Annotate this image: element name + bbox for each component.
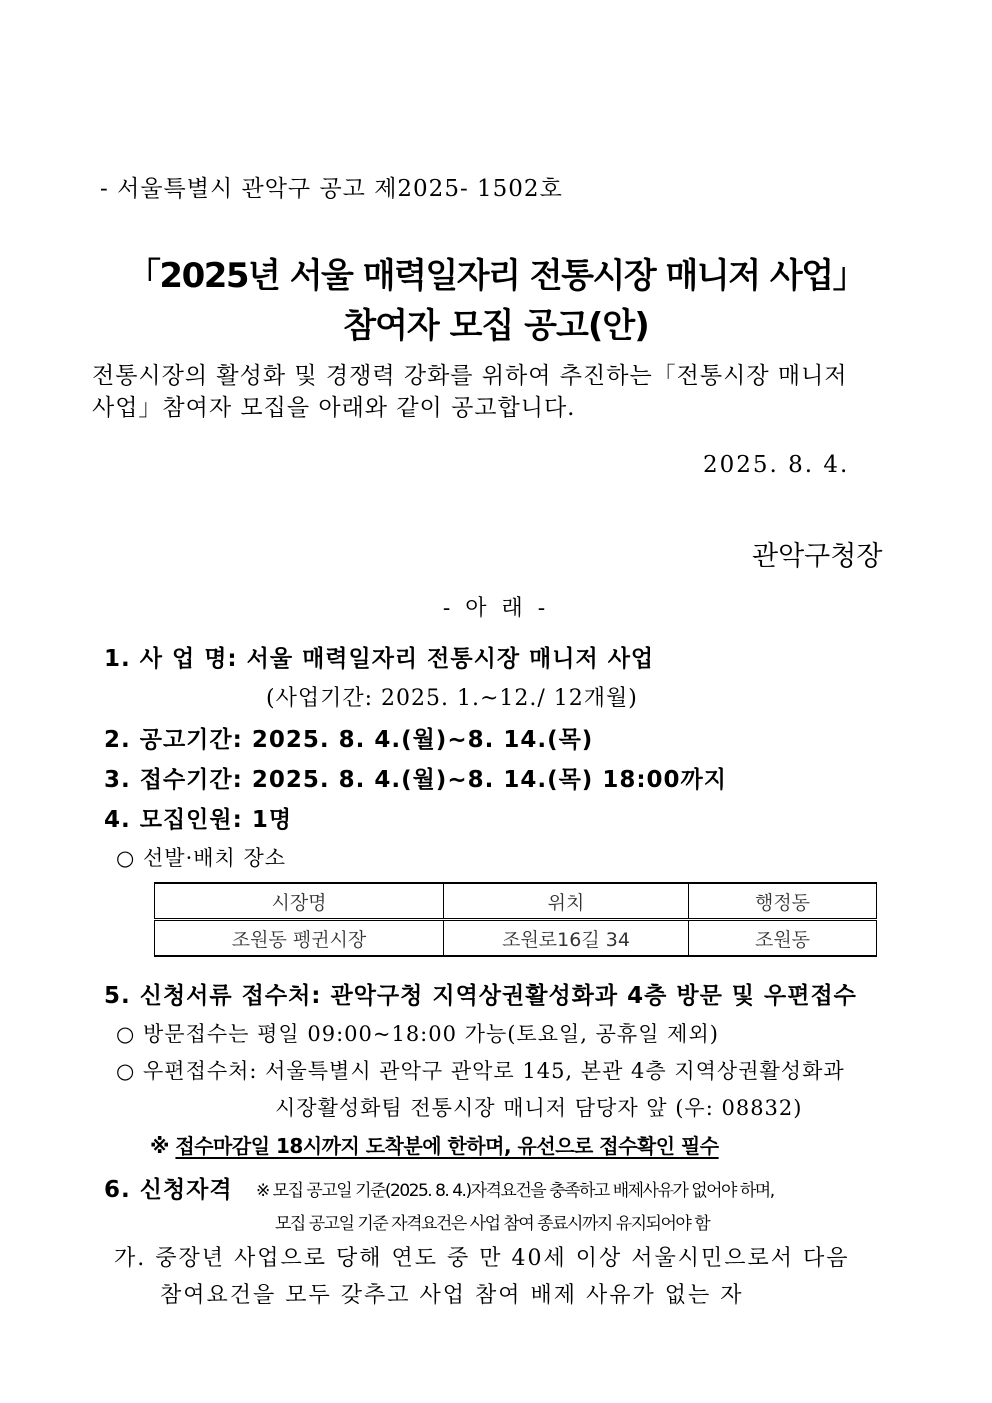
notice-title-line1: 「2025년 서울 매력일자리 전통시장 매니저 사업」 xyxy=(126,256,866,296)
eligibility-a-line1: 가. 중장년 사업으로 당해 연도 중 만 40세 이상 서울시민으로서 다음 xyxy=(114,1246,850,1271)
table-header-row xyxy=(155,883,877,920)
issuer: 관악구청장 xyxy=(752,541,883,572)
eligibility-a-line2: 참여요건을 모두 갖추고 사업 참여 배제 사유가 없는 자 xyxy=(160,1283,744,1308)
item-submission-place: 5. 신청서류 접수처: 관악구청 지역상권활성화과 4층 방문 및 우편접수 xyxy=(104,983,857,1009)
note-mark: ※ xyxy=(150,1134,169,1158)
item-recruit-count: 4. 모집인원: 1명 xyxy=(104,807,293,833)
notice-title-line2: 참여자 모집 공고(안) xyxy=(343,306,649,346)
item-eligibility: 6. 신청자격 xyxy=(104,1177,233,1203)
notice-number: - 서울특별시 관악구 공고 제2025- 1502호 xyxy=(100,176,563,202)
table-cell: 조원동 펭귄시장 xyxy=(155,920,444,957)
notice-date: 2025. 8. 4. xyxy=(703,452,850,478)
table-header-cell: 시장명 xyxy=(155,883,444,920)
table-cell: 조원로16길 34 xyxy=(444,920,689,957)
eligibility-note-2: 모집 공고일 기준 자격요건은 사업 참여 종료시까지 유지되어야 함 xyxy=(275,1214,710,1234)
item-visit-submission: ○ 방문접수는 평일 09:00~18:00 가능(토요일, 공휴일 제외) xyxy=(116,1022,719,1046)
note-text: 접수마감일 18시까지 도착분에 한하며, 유선으로 접수확인 필수 xyxy=(175,1134,719,1158)
item-notice-period: 2. 공고기간: 2025. 8. 4.(월)~8. 14.(목) xyxy=(104,727,594,753)
table-header-cell: 위치 xyxy=(444,883,689,920)
item-application-period: 3. 접수기간: 2025. 8. 4.(월)~8. 14.(목) 18:00까지 xyxy=(104,767,727,793)
below-heading: - 아 래 - xyxy=(442,596,550,621)
eligibility-note-1: ※ 모집 공고일 기준(2025. 8. 4.)자격요건을 충족하고 배제사유가 없어야 하며, xyxy=(256,1181,774,1201)
table-header-cell: 행정동 xyxy=(689,883,877,920)
table-row xyxy=(155,920,877,957)
table-cell: 조원동 xyxy=(689,920,877,957)
intro-line-1: 전통시장의 활성화 및 경쟁력 강화를 위하여 추진하는「전통시장 매니저 xyxy=(92,363,848,389)
intro-paragraph xyxy=(92,360,848,424)
intro-line-2: 사업」참여자 모집을 아래와 같이 공고합니다. xyxy=(92,395,576,421)
submission-note xyxy=(150,1130,719,1159)
item-project-period: (사업기간: 2025. 1.~12./ 12개월) xyxy=(266,686,638,711)
item-placement-heading: ○ 선발·배치 장소 xyxy=(116,846,287,870)
item-postal-submission-cont: 시장활성화팀 전통시장 매니저 담당자 앞 (우: 08832) xyxy=(275,1096,803,1120)
item-postal-submission: ○ 우편접수처: 서울특별시 관악구 관악로 145, 본관 4층 지역상권활성화과 xyxy=(116,1059,845,1083)
location-table xyxy=(154,882,877,957)
item-project-name: 1. 사 업 명: 서울 매력일자리 전통시장 매니저 사업 xyxy=(104,646,655,672)
